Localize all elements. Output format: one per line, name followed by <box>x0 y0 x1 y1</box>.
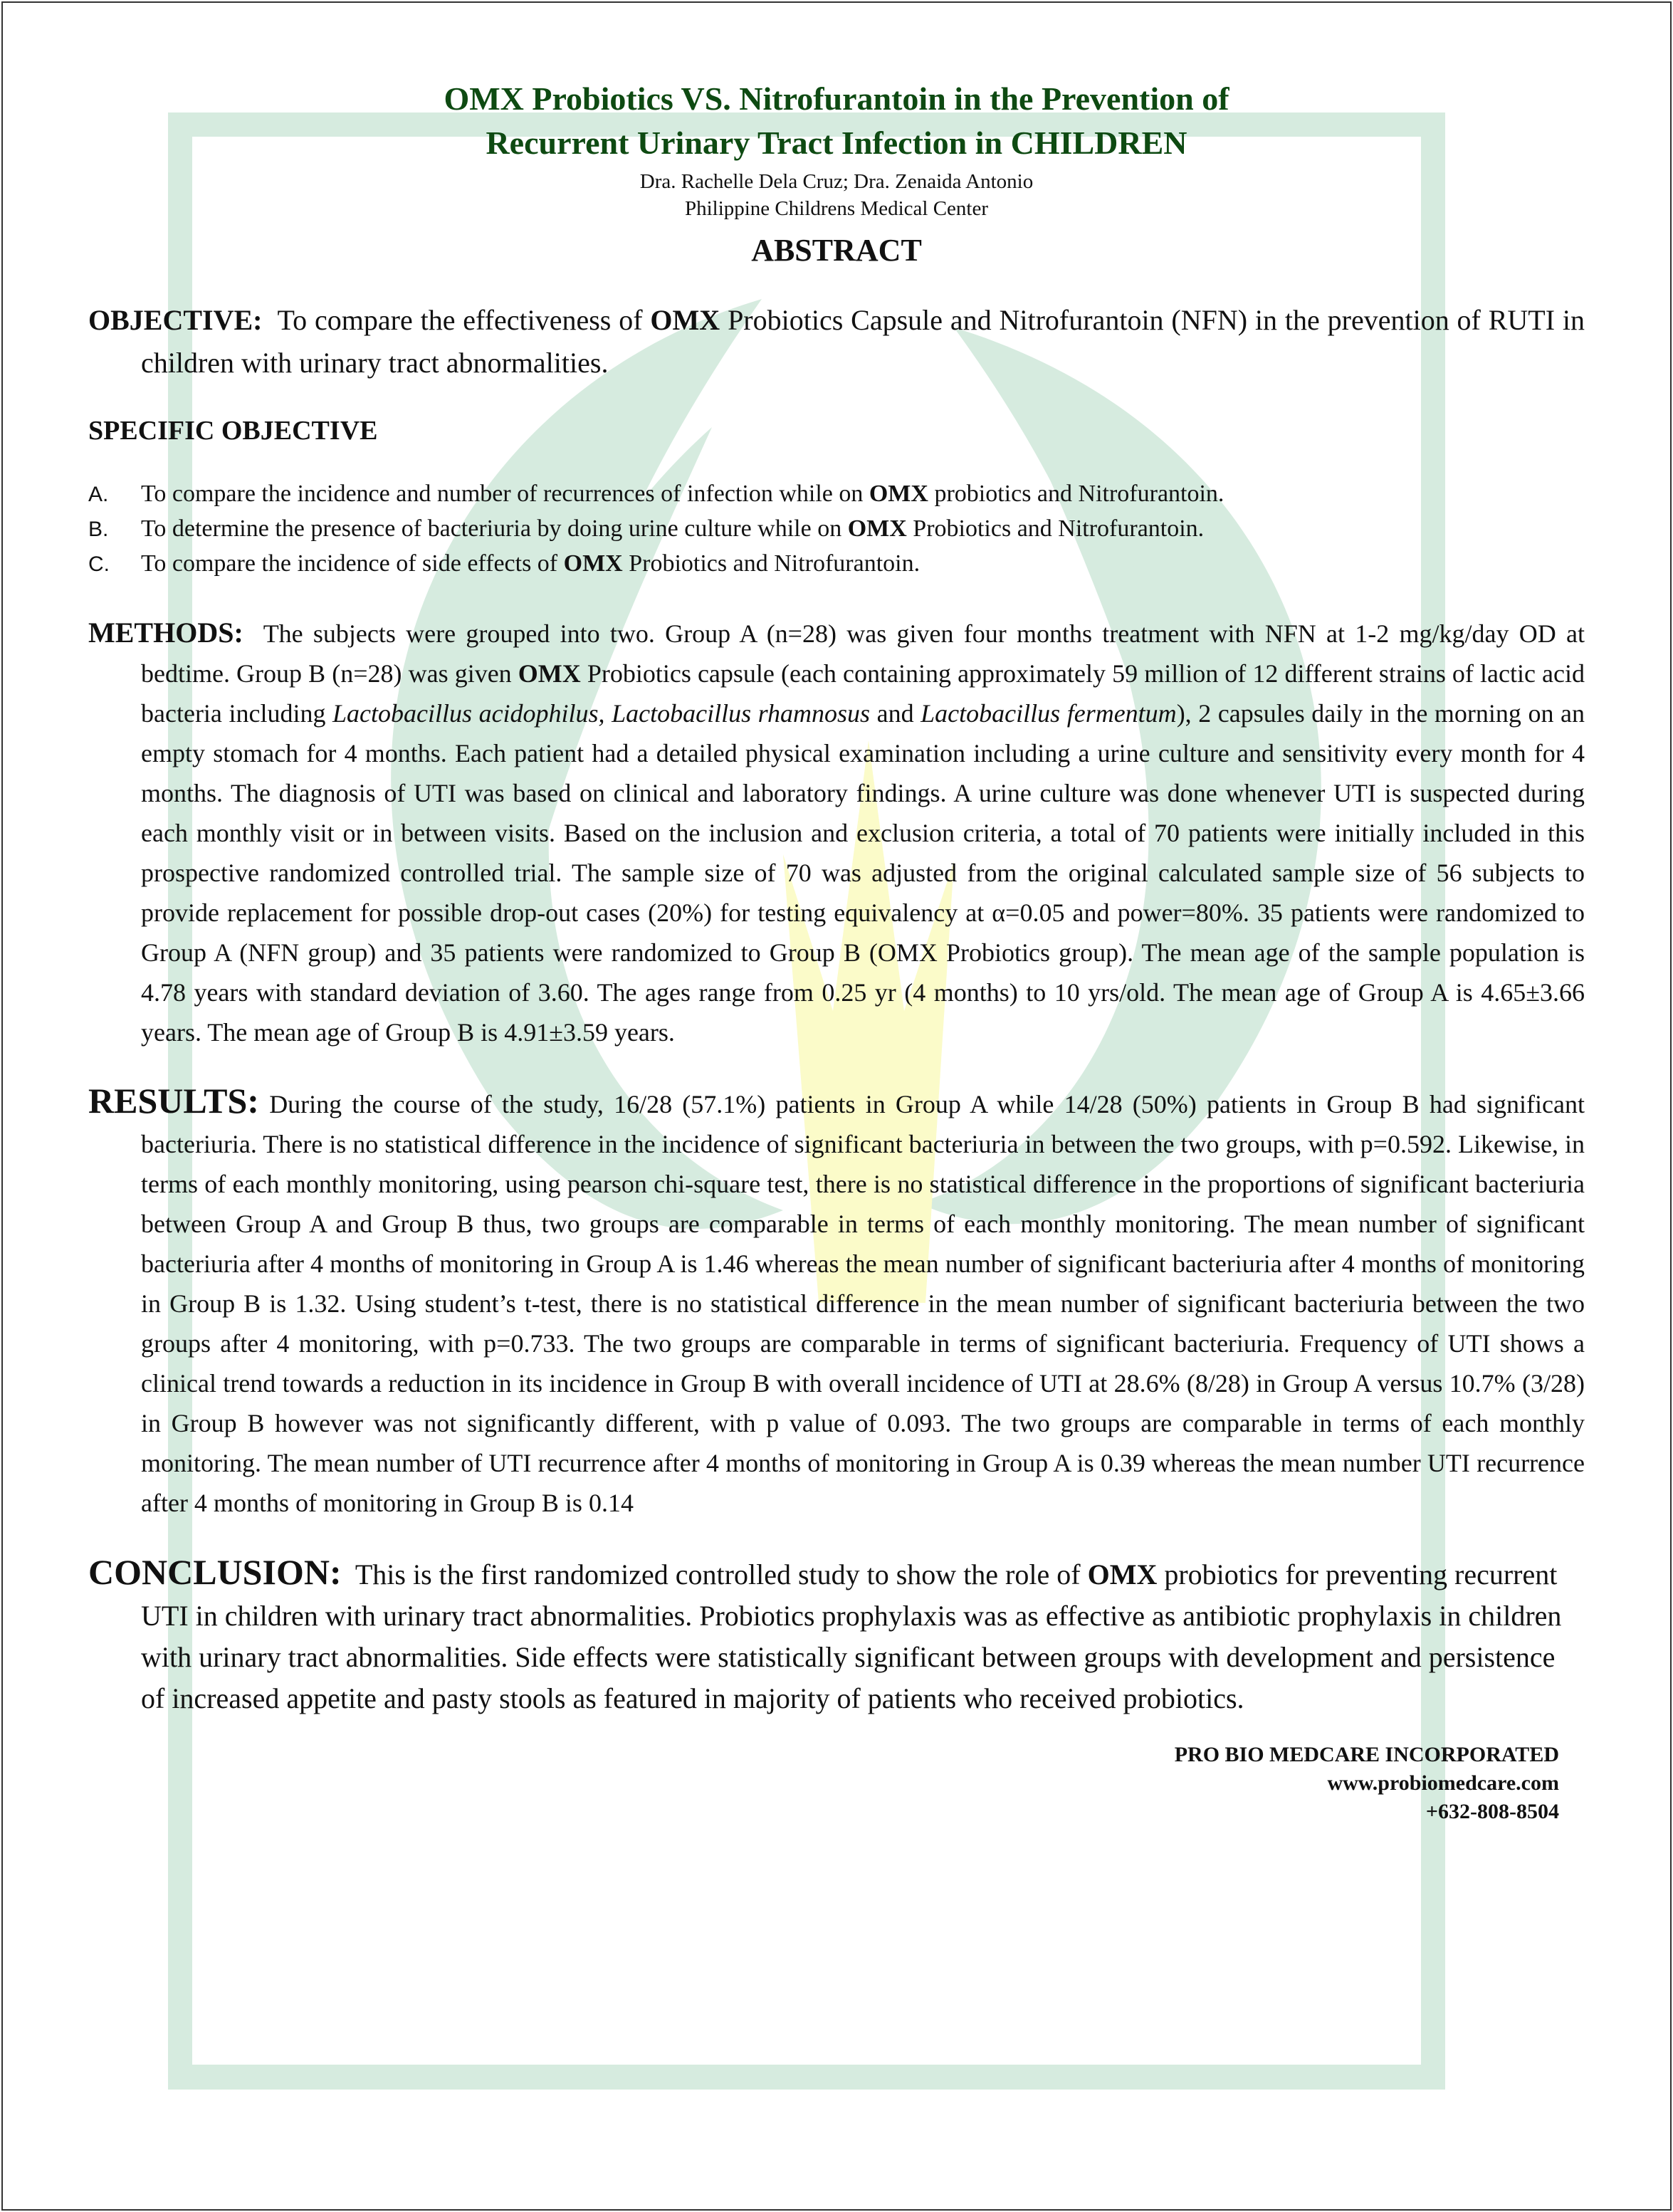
conclusion-text-before: This is the first randomized controlled study to show the role of <box>355 1558 1081 1590</box>
specific-objective-list <box>88 477 1585 582</box>
specific-objective-item <box>88 512 1585 547</box>
methods-species-2: Lactobacillus fermentum <box>921 699 1177 728</box>
results-label: RESULTS: <box>88 1081 259 1121</box>
item-letter: C. <box>88 552 110 576</box>
footer-company: PRO BIO MEDCARE INCORPORATED <box>1174 1743 1559 1766</box>
specific-objective-heading: SPECIFIC OBJECTIVE <box>88 416 378 446</box>
methods-section <box>88 613 1585 1052</box>
item-brand: OMX <box>847 515 907 542</box>
objective-label: OBJECTIVE: <box>88 304 263 336</box>
item-letter: A. <box>88 483 109 506</box>
item-text: Probiotics and Nitrofurantoin. <box>629 550 921 577</box>
footer <box>88 1741 1585 1826</box>
item-letter: B. <box>88 518 109 541</box>
methods-species-1: Lactobacillus acidophilus, Lactobacillus rhamnosus <box>332 699 871 728</box>
specific-objective-item <box>88 477 1585 512</box>
objective-text-after: Probiotics Capsule and Nitrofurantoin (NFN) in the prevention of RUTI in children with urinary tract abnormalities. <box>141 304 1585 379</box>
footer-phone: +632-808-8504 <box>1425 1800 1559 1823</box>
methods-text-2: Probiotics capsule (each containing approximately 59 million of 12 different strains of lactic acid bacteria including <box>141 659 1585 728</box>
title-line-1: OMX Probiotics VS. Nitrofurantoin in the Prevention of <box>444 80 1229 117</box>
conclusion-label: CONCLUSION: <box>88 1552 342 1592</box>
specific-objective-item <box>88 547 1585 582</box>
conclusion-section <box>88 1551 1585 1719</box>
item-text: To compare the incidence of side effects of <box>141 550 558 577</box>
item-brand: OMX <box>563 550 623 577</box>
methods-text-1: The subjects were grouped into two. Group A (n=28) was given four months treatment with NFN at 1-2 mg/kg/day OD at bedtime. Group B (n=28) was given <box>141 619 1585 688</box>
methods-and: and <box>876 699 914 728</box>
conclusion-text-after: probiotics for preventing recurrent UTI in children with urinary tract abnormalities. Probiotics prophylaxis was as effective as antibiotic prophylaxis in children with urinary tract abnormalities. Side effects were statistically significant between groups with development and persistence of increased appetite and pasty stools as featured in majority of patients who received probiotics. <box>141 1558 1562 1714</box>
item-brand: OMX <box>869 481 928 507</box>
methods-text-3: ), 2 capsules daily in the morning on an empty stomach for 4 months. Each patient had a detailed physical examination including a urine culture and sensitivity every month for 4 months. The diagnosis of UTI was based on clinical and laboratory findings. A urine culture was done whenever UTI is suspected during each monthly visit or in between visits. Based on the inclusion and exclusion criteria, a total of 70 patients were initially included in this prospective randomized controlled trial. The sample size of 70 was adjusted from the original calculated sample size of 56 subjects to provide replacement for possible drop-out cases (20%) for testing equivalency at α=0.05 and power=80%. 35 patients were randomized to Group A (NFN group) and 35 patients were randomized to Group B (OMX Probiotics group). The mean age of the sample population is 4.78 years with standard deviation of 3.60. The ages range from 0.25 yr (4 months) to 10 yrs/old. The mean age of Group A is 4.65±3.66 years. The mean age of Group B is 4.91±3.59 years. <box>141 699 1585 1047</box>
objective-section <box>88 299 1585 384</box>
conclusion-brand: OMX <box>1087 1558 1158 1590</box>
methods-label: METHODS: <box>88 617 243 649</box>
item-text: To determine the presence of bacteriuria by doing urine culture while on <box>141 515 842 542</box>
objective-text-before: To compare the effectiveness of <box>277 304 643 336</box>
results-text: During the course of the study, 16/28 (57.1%) patients in Group A while 14/28 (50%) patients in Group B had significant bacteriuria. There is no statistical difference in the incidence of significant bacteriuria in between the two groups, with p=0.592. Likewise, in terms of each monthly monitoring, using pearson chi-square test, there is no statistical difference in the proportions of significant bacteriuria between Group A and Group B thus, two groups are comparable in terms of each monthly monitoring. The mean number of significant bacteriuria after 4 months of monitoring in Group A is 1.46 whereas the mean number of significant bacteriuria after 4 months of monitoring in Group B is 1.32. Using student’s t-test, there is no statistical difference in the mean number of significant bacteriuria between the two groups after 4 monitoring, with p=0.733. The two groups are comparable in terms of significant bacteriuria. Frequency of UTI shows a clinical trend towards a reduction in its incidence in Group B with overall incidence of UTI at 28.6% (8/28) in Group A versus 10.7% (3/28) in Group B however was not significantly different, with p value of 0.093. The two groups are comparable in terms of each monthly monitoring. The mean number of UTI recurrence after 4 months of monitoring in Group A is 0.39 whereas the mean number UTI recurrence after 4 months of monitoring in Group B is 0.14 <box>141 1090 1585 1517</box>
objective-brand: OMX <box>650 304 720 336</box>
title-line-2: Recurrent Urinary Tract Infection in CHILDREN <box>486 125 1187 161</box>
item-text: Probiotics and Nitrofurantoin. <box>913 515 1205 542</box>
results-section <box>88 1081 1585 1523</box>
methods-brand: OMX <box>518 659 581 688</box>
authors: Dra. Rachelle Dela Cruz; Dra. Zenaida Antonio <box>639 170 1034 193</box>
footer-website-link[interactable]: www.probiomedcare.com <box>1327 1771 1559 1795</box>
item-text: probiotics and Nitrofurantoin. <box>934 481 1224 507</box>
item-text: To compare the incidence and number of recurrences of infection while on <box>141 481 864 507</box>
abstract-heading: ABSTRACT <box>751 233 922 268</box>
institution: Philippine Childrens Medical Center <box>684 197 989 220</box>
